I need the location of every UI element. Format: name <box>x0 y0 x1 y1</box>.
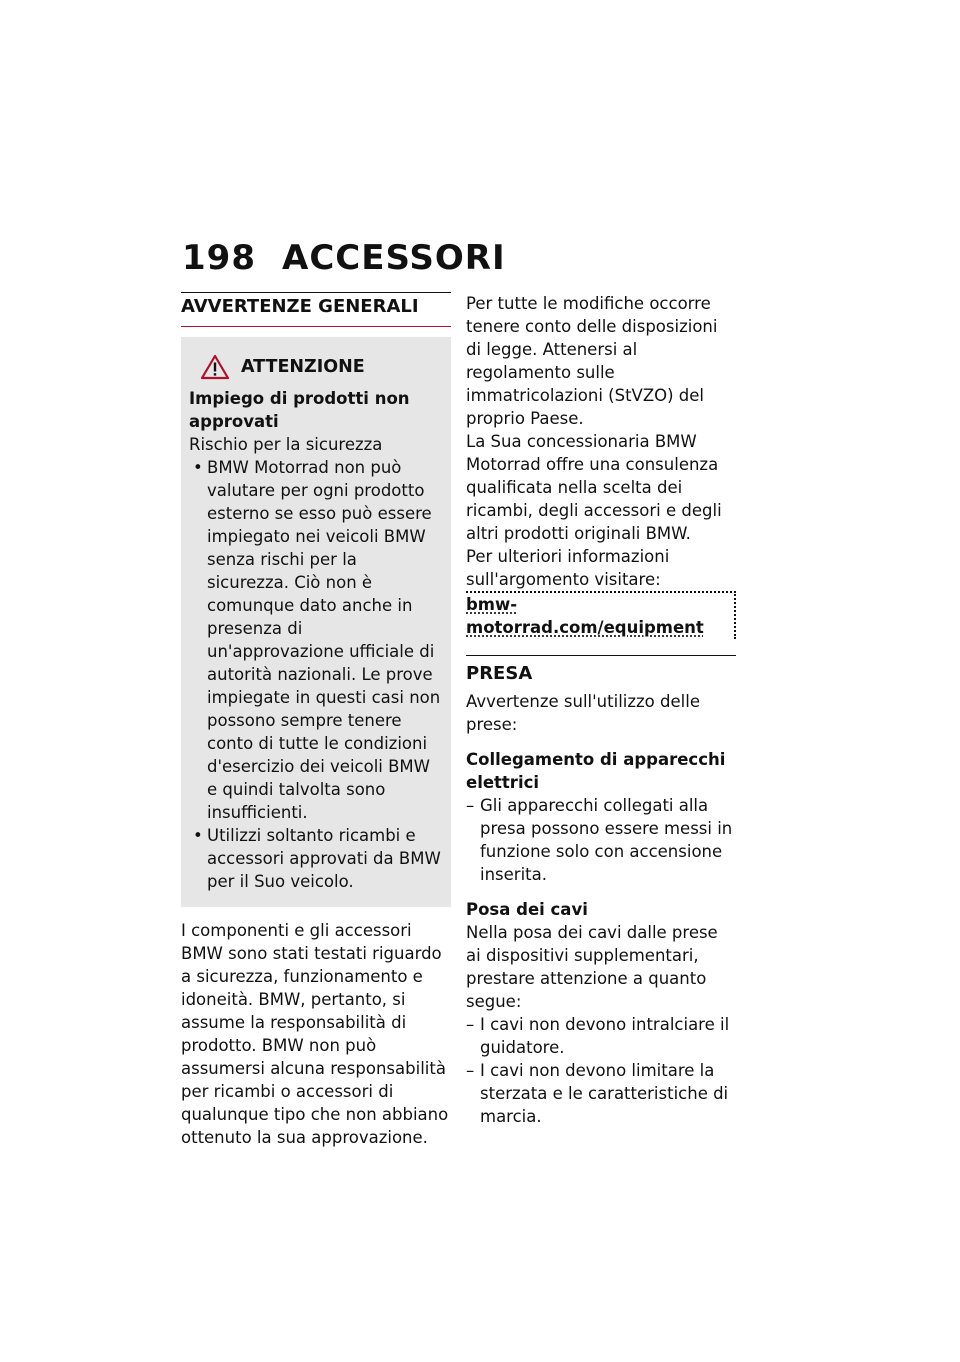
warning-heading: Impiego di prodotti non approvati <box>189 389 410 431</box>
equipment-link[interactable]: bmw-motorrad.com/equipment <box>466 595 704 637</box>
sub-heading-cables: Posa dei cavi <box>466 900 588 919</box>
cables-paragraph: Nella posa dei cavi dalle prese ai dispositivi supplementari, prestare attenzione a quanto segue: <box>466 923 718 1011</box>
warning-bullet-list <box>189 456 441 893</box>
electrical-list <box>466 794 736 886</box>
cables-item: – I cavi non devono intralciare il guidatore. <box>466 1013 736 1059</box>
left-column <box>181 292 451 1149</box>
warning-triangle-icon <box>201 354 229 380</box>
page-number: 198 <box>182 238 256 278</box>
presa-intro: Avvertenze sull'utilizzo delle prese: <box>466 692 700 734</box>
warning-bullet: • Utilizzi soltanto ricambi e accessori approvati da BMW per il Suo veicolo. <box>189 824 441 893</box>
info-paragraph: Per ulteriori informazioni sull'argomento visitare: <box>466 547 670 589</box>
chapter-title: ACCESSORI <box>282 238 506 278</box>
warning-header <box>189 347 441 387</box>
warning-box <box>181 337 451 907</box>
warning-bullet: • BMW Motorrad non può valutare per ogni prodotto esterno se esso può essere impiegato nei veicoli BMW senza rischi per la sicurezza. Ciò non è comunque dato anche in presenza di un'approvazione ufficiale di autorità nazionali. Le prove impiegate in questi casi non possono sempre tenere conto di tutte le condizioni d'esercizio dei veicoli BMW e quindi talvolta sono insufficienti. <box>189 456 441 824</box>
page-title <box>182 238 506 278</box>
sub-heading-electrical: Collegamento di apparecchi elettrici <box>466 750 726 792</box>
section-title-general-warnings: AVVERTENZE GENERALI <box>181 292 451 327</box>
right-column <box>466 292 736 1128</box>
electrical-item: – Gli apparecchi collegati alla presa possono essere messi in funzione solo con accensione inserita. <box>466 794 736 886</box>
legal-paragraph: Per tutte le modifiche occorre tenere conto delle disposizioni di legge. Attenersi al regolamento sulle immatricolazioni (StVZO) del proprio Paese. <box>466 294 718 428</box>
cables-list <box>466 1013 736 1128</box>
cables-item: – I cavi non devono limitare la sterzata e le caratteristiche di marcia. <box>466 1059 736 1128</box>
approval-paragraph: I componenti e gli accessori BMW sono stati testati riguardo a sicurezza, funzionamento e idoneità. BMW, pertanto, si assume la responsabilità di prodotto. BMW non può assumersi alcuna responsabilità per ricambi o accessori di qualunque tipo che non abbiano ottenuto la sua approvazione. <box>181 921 449 1147</box>
section-title-presa: PRESA <box>466 655 736 690</box>
warning-risk: Rischio per la sicurezza <box>189 435 383 454</box>
link-box <box>466 591 736 639</box>
warning-label: ATTENZIONE <box>241 356 365 377</box>
dealer-paragraph: La Sua concessionaria BMW Motorrad offre una consulenza qualificata nella scelta dei ricambi, degli accessori e degli altri prodotti originali BMW. <box>466 432 722 543</box>
